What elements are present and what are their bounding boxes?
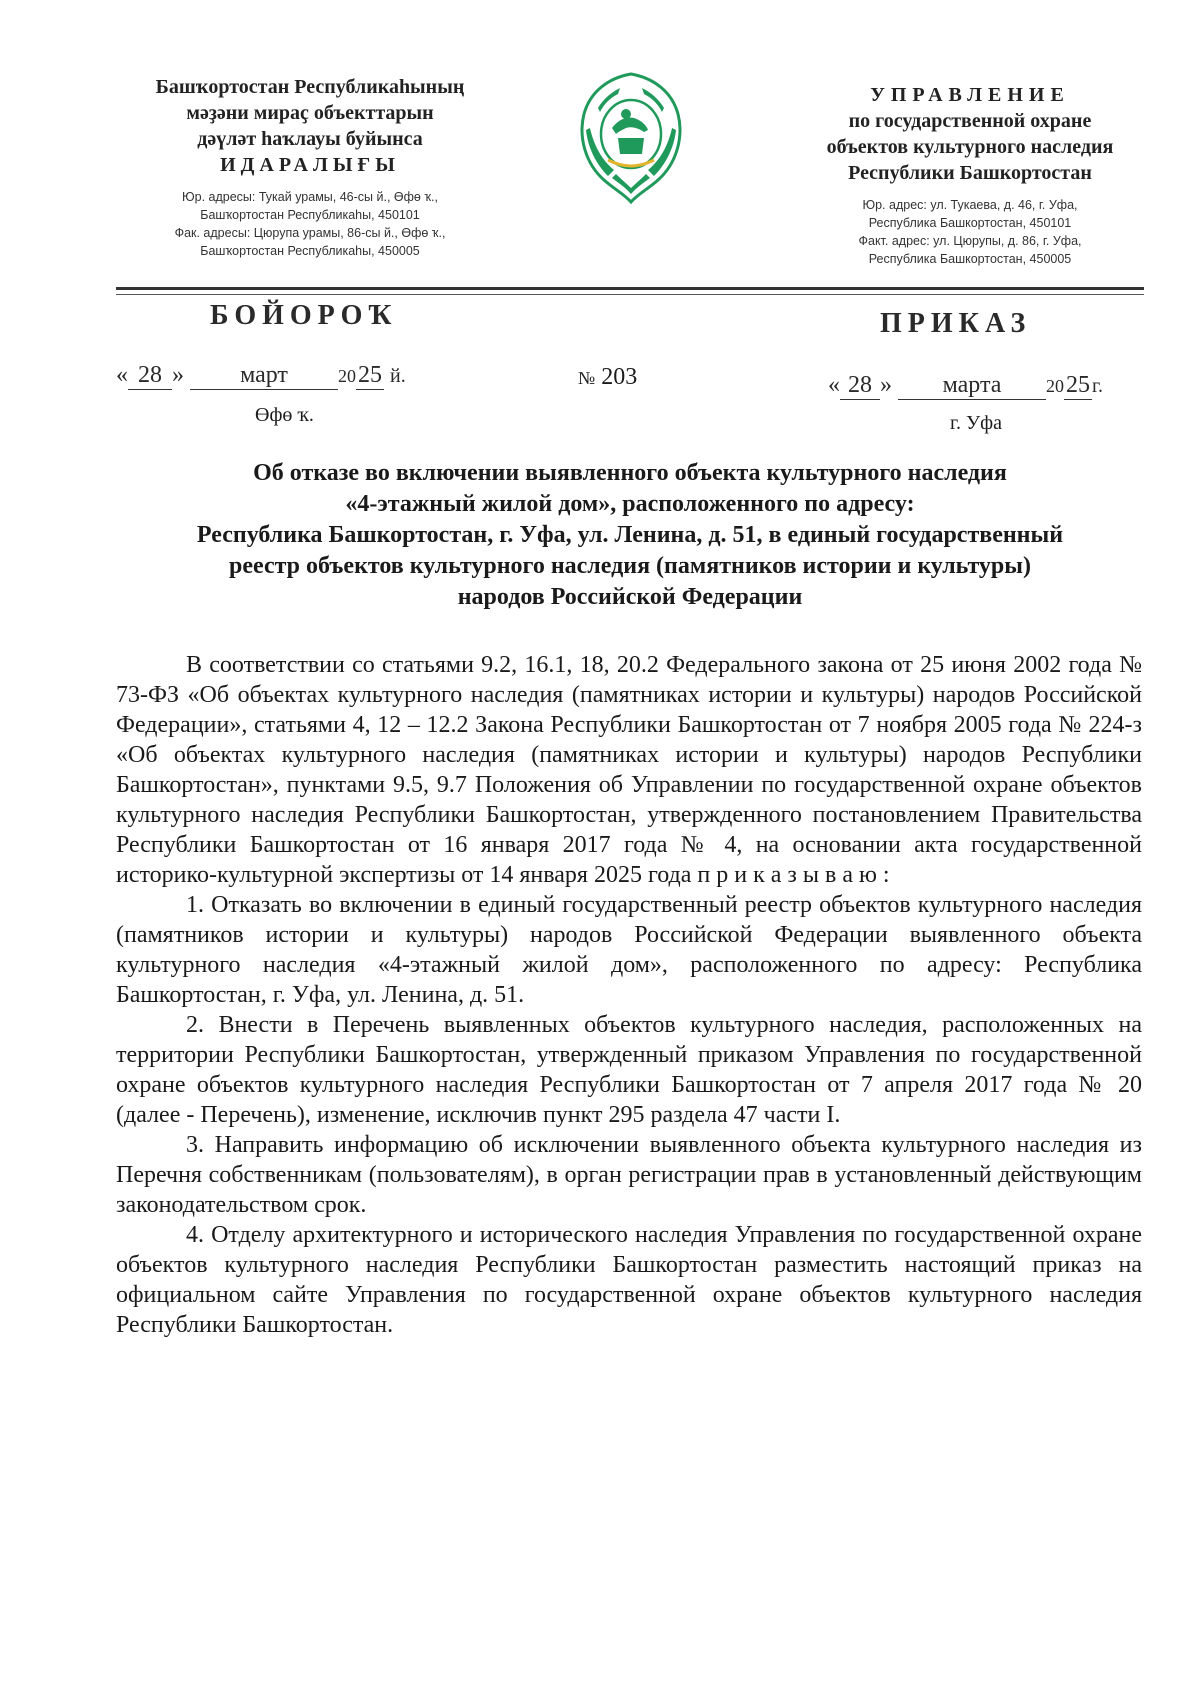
- body-paragraph: 2. Внести в Перечень выявленных объектов культурного наследия, расположенных на территории Республики Башкортостан, утвержденный приказом Управления по государственной охране объектов культурного наследия Республики Башкортостан от 7 апреля 2017 года № 20 (далее - Перечень), изменение, исключив пункт 295 раздела 47 части I.: [116, 1012, 1142, 1128]
- org-line: дәүләт һаҡлауы буйынса: [197, 128, 423, 150]
- number-sign: №: [578, 368, 596, 388]
- address-bashkir: [110, 188, 510, 260]
- address-line: Фак. адресы: Цюрупа урамы, 86-сы й., Өфө ҡ.,: [174, 226, 446, 240]
- org-name-russian: [790, 82, 1150, 186]
- header-divider-thin: [116, 294, 1144, 295]
- document-title: [100, 458, 1160, 613]
- date-day: 28: [840, 372, 880, 400]
- address-line: Башҡортостан Республикаһы, 450101: [200, 208, 420, 222]
- document-body: [116, 650, 1142, 1340]
- date-day: 28: [128, 362, 172, 390]
- city-bashkir: Өфө ҡ.: [255, 404, 314, 426]
- org-line: Республики Башкортостан: [848, 162, 1092, 184]
- org-line: ИДАРАЛЫҒЫ: [220, 154, 400, 176]
- org-line: по государственной охране: [848, 110, 1092, 132]
- number-value: 203: [601, 364, 638, 390]
- header-divider: [116, 287, 1144, 290]
- title-line: «4-этажный жилой дом», расположенного по адресу:: [345, 491, 915, 517]
- date-year-suffix: 25: [358, 362, 382, 388]
- body-paragraph: 1. Отказать во включении в единый государственный реестр объектов культурного наследия (памятников истории и культуры) народов Российской Федерации выявленного объекта культурного наследия «4-этажный жилой дом», расположенного по адресу: Республика Башкортостан, г. Уфа, ул. Ленина, д. 51.: [116, 892, 1142, 1008]
- address-line: Юр. адресы: Тукай урамы, 46-сы й., Өфө ҡ.,: [182, 190, 438, 204]
- body-paragraph: В соответствии со статьями 9.2, 16.1, 18, 20.2 Федерального закона от 25 июня 2002 года № 73-ФЗ «Об объектах культурного наследия (памятниках истории и культуры) народов Российской Федерации», статьями 4, 12 – 12.2 Закона Республики Башкортостан от 7 ноября 2005 года № 224-з «Об объектах культурного наследия (памятниках истории и культуры) народов Республики Башкортостан», пунктами 9.5, 9.7 Положения об Управлении по государственной охране объектов культурного наследия Республики Башкортостан, утвержденного постановлением Правительства Республики Башкортостан от 16 января 2017 года № 4, на основании акта государственной историко-культурной экспертизы от 14 января 2025 года п р и к а з ы в а ю :: [116, 652, 1142, 888]
- title-line: реестр объектов культурного наследия (памятников истории и культуры): [229, 553, 1031, 579]
- quote-close: »: [880, 372, 892, 398]
- quote-open: «: [828, 372, 840, 398]
- address-line: Республика Башкортостан, 450101: [868, 216, 1072, 230]
- date-month: март: [190, 362, 338, 390]
- date-year-prefix: 20: [338, 366, 356, 386]
- date-year-suffix: 25: [1066, 372, 1090, 398]
- title-line: народов Российской Федерации: [457, 584, 803, 610]
- org-name-bashkir: [110, 74, 510, 178]
- body-paragraph: 4. Отделу архитектурного и исторического наследия Управления по государственной охране объектов культурного наследия Республики Башкортостан разместить настоящий приказ на официальном сайте Управления по государственной охране объектов культурного наследия Республики Башкортостан.: [116, 1222, 1142, 1338]
- address-line: Юр. адрес: ул. Тукаева, д. 46, г. Уфа,: [862, 198, 1078, 212]
- header-left: [110, 74, 510, 260]
- title-line: Об отказе во включении выявленного объекта культурного наследия: [253, 460, 1007, 486]
- title-line: Республика Башкортостан, г. Уфа, ул. Ленина, д. 51, в единый государственный: [196, 522, 1064, 548]
- date-month: марта: [898, 372, 1046, 400]
- date-bashkir: [116, 362, 406, 390]
- org-line: мәҙәни мираҫ объекттарын: [186, 102, 434, 124]
- doc-type-russian: ПРИКАЗ: [880, 308, 1032, 339]
- date-unit: г.: [1092, 375, 1103, 397]
- coat-of-arms-icon: [568, 68, 694, 208]
- order-number: [578, 364, 637, 391]
- address-line: Башҡортостан Республикаһы, 450005: [200, 244, 420, 258]
- date-unit: й.: [390, 365, 406, 387]
- doc-type-bashkir: БОЙОРОҠ: [210, 300, 398, 331]
- date-russian: [828, 372, 1103, 400]
- quote-open: «: [116, 362, 128, 388]
- org-line: объектов культурного наследия: [826, 136, 1114, 158]
- body-paragraph: 3. Направить информацию об исключении выявленного объекта культурного наследия из Перечня собственникам (пользователям), в орган регистрации прав в установленный действующим законодательством срок.: [116, 1132, 1142, 1218]
- org-line: УПРАВЛЕНИЕ: [870, 84, 1070, 106]
- address-line: Факт. адрес: ул. Цюрупы, д. 86, г. Уфа,: [858, 234, 1082, 248]
- address-russian: [790, 196, 1150, 268]
- city-russian: г. Уфа: [950, 412, 1002, 434]
- date-year-prefix: 20: [1046, 376, 1064, 396]
- header-right: [790, 82, 1150, 268]
- address-line: Республика Башкортостан, 450005: [868, 252, 1072, 266]
- org-line: Башҡортостан Республикаһының: [155, 76, 465, 98]
- quote-close: »: [172, 362, 184, 388]
